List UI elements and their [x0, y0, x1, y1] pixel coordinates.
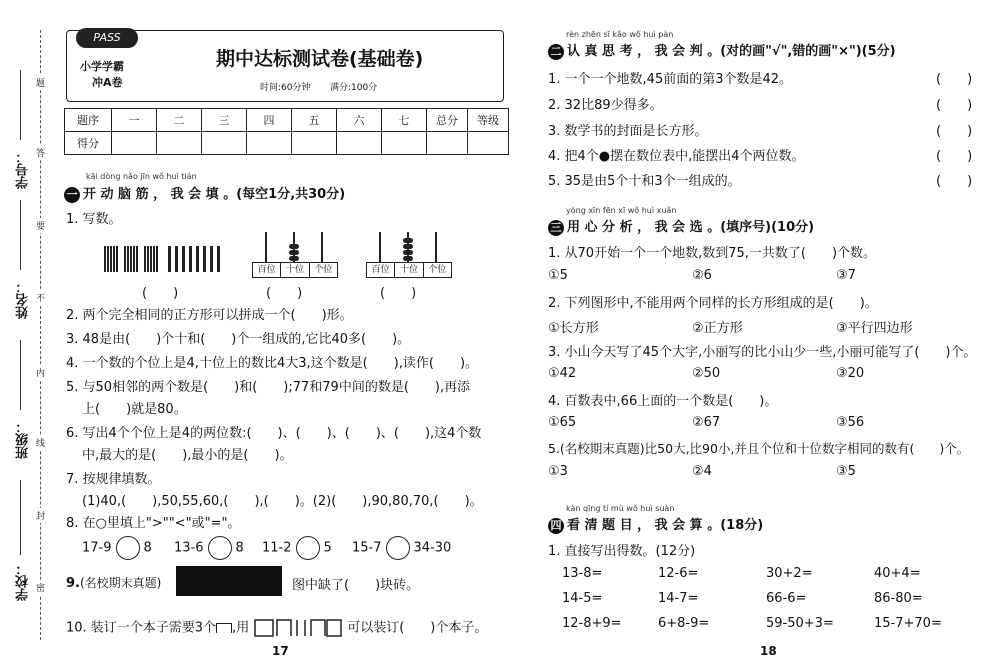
question-6-cont: 中,最大的是( ),最小的是( )。	[82, 448, 293, 463]
judge-blank[interactable]: ( )	[936, 149, 973, 164]
choice-option[interactable]: ③56	[836, 415, 865, 430]
place-label-ones: 个位	[314, 265, 333, 275]
table-cell: 得分	[65, 132, 112, 155]
abacus-rod	[321, 232, 323, 262]
compare-circle[interactable]	[386, 536, 410, 560]
judge-item: 3. 数学书的封面是长方形。	[548, 124, 708, 139]
choice-option[interactable]: ②4	[692, 464, 712, 479]
judge-blank[interactable]: ( )	[936, 124, 973, 139]
place-label-tens: 十位	[395, 263, 423, 277]
table-cell: 三	[202, 109, 247, 132]
question-7-sequence: (1)40,( ),50,55,60,( ),( )。(2)( ),90,80,70,( )。	[82, 494, 483, 509]
choice-question: 5.(名校期末真题)比50大,比90小,并且个位和十位数字相同的数有( )个。	[548, 441, 970, 456]
abacus-rod	[265, 232, 267, 262]
stick	[168, 246, 171, 272]
compare-item	[82, 536, 152, 560]
answer-blank[interactable]: ( )	[266, 286, 303, 301]
judge-item: 2. 32比89少得多。	[548, 98, 663, 113]
section1-heading	[64, 183, 345, 203]
question-3: 3. 48是由( )个十和( )个一组成的,它比40多( )。	[66, 332, 411, 347]
seal-char: 题	[36, 75, 45, 90]
choice-option[interactable]: ②50	[692, 366, 721, 381]
score-cell[interactable]	[202, 132, 247, 155]
score-table-score-row	[65, 132, 509, 155]
page-number-right: 18	[760, 644, 777, 658]
binding-margin	[0, 0, 58, 671]
section1-number: 一	[64, 187, 80, 203]
question-5: 5. 与50相邻的两个数是( )和( );77和79中间的数是( ),再添	[66, 380, 471, 395]
abacus-bead	[403, 238, 413, 243]
compare-left: 11-2	[262, 540, 292, 556]
section1-title: 开 动 脑 筋 ， 我 会 填 。(每空1分,共30分)	[83, 187, 346, 202]
answer-blank[interactable]: ( )	[142, 286, 179, 301]
calc-item[interactable]: 15-7+70=	[874, 616, 942, 631]
abacus-bead	[289, 250, 299, 255]
choice-question: 4. 百数表中,66上面的一个数是( )。	[548, 394, 778, 409]
place-label-hundreds: 百位	[367, 263, 395, 277]
table-cell: 总分	[427, 109, 468, 132]
abacus-bead	[403, 244, 413, 249]
calc-question-1: 1. 直接写出得数。(12分)	[548, 544, 696, 559]
calc-item[interactable]: 12-6=	[658, 566, 699, 581]
choice-question: 1. 从70开始一个一个地数,数到75,一共数了( )个数。	[548, 246, 877, 261]
brick-wall-image	[176, 566, 282, 596]
calc-item[interactable]: 40+4=	[874, 566, 921, 581]
choice-question: 2. 下列图形中,不能用两个同样的长方形组成的是( )。	[548, 296, 878, 311]
binding-dashed-line	[40, 30, 41, 640]
stick	[217, 246, 220, 272]
stick	[182, 246, 185, 272]
choice-option[interactable]: ③7	[836, 268, 856, 283]
question-10	[66, 616, 487, 640]
staple-icon	[216, 623, 232, 633]
table-cell: 二	[157, 109, 202, 132]
abacus-bead	[403, 256, 413, 261]
judge-blank[interactable]: ( )	[936, 72, 973, 87]
score-cell[interactable]	[382, 132, 427, 155]
calc-item[interactable]: 14-5=	[562, 591, 603, 606]
choice-option[interactable]: ①3	[548, 464, 568, 479]
question-5-cont: 上( )就是80。	[82, 402, 187, 417]
label-student-id: 学号：	[16, 150, 31, 189]
abacus-bead	[403, 250, 413, 255]
seal-char: 封	[36, 508, 45, 523]
compare-circle[interactable]	[208, 536, 232, 560]
calc-item[interactable]: 66-6=	[766, 591, 807, 606]
choice-question: 3. 小山今天写了45个大字,小丽写的比小山少一些,小丽可能写了( )个。	[548, 345, 977, 360]
exam-time: 时间:60分钟	[260, 83, 311, 93]
choice-option[interactable]: ①5	[548, 268, 568, 283]
fill-line	[20, 480, 21, 555]
stick-bundle	[144, 246, 158, 272]
section2-number: 二	[548, 44, 564, 60]
score-cell[interactable]	[337, 132, 382, 155]
section3-number: 三	[548, 220, 564, 236]
compare-item	[352, 536, 451, 560]
section2-title: 认 真 思 考 ， 我 会 判 。(对的画"√",错的画"×")(5分)	[567, 44, 896, 59]
stick	[203, 246, 206, 272]
score-cell[interactable]	[157, 132, 202, 155]
question-9-tag: (名校期末真题)	[79, 576, 162, 590]
calc-item[interactable]: 86-80=	[874, 591, 923, 606]
brand-subname: 冲A卷	[92, 76, 123, 89]
staples-image	[253, 616, 343, 640]
table-cell: 六	[337, 109, 382, 132]
stick	[210, 246, 213, 272]
page-number-left: 17	[272, 644, 289, 658]
choice-option[interactable]: ①65	[548, 415, 577, 430]
compare-circle[interactable]	[116, 536, 140, 560]
abacus-image	[366, 232, 452, 278]
seal-char: 不	[36, 290, 45, 305]
table-cell: 五	[292, 109, 337, 132]
choice-option[interactable]: ①长方形	[548, 321, 599, 336]
question-10-text: 10. 装订一个本子需要3个	[66, 620, 217, 636]
compare-right: 5	[323, 540, 332, 556]
choice-option[interactable]: ③5	[836, 464, 856, 479]
table-cell: 一	[112, 109, 157, 132]
judge-blank[interactable]: ( )	[936, 174, 973, 189]
calc-item[interactable]: 59-50+3=	[766, 616, 834, 631]
abacus-bead	[289, 256, 299, 261]
section3-title: 用 心 分 析 ， 我 会 选 。(填序号)(10分)	[567, 220, 815, 235]
compare-left: 13-6	[174, 540, 204, 556]
section1-pinyin: kāi dòng nǎo jīn wǒ huì tián	[86, 172, 197, 181]
judge-item: 4. 把4个●摆在数位表中,能摆出4个两位数。	[548, 149, 805, 164]
fill-line	[20, 340, 21, 410]
compare-left: 17-9	[82, 540, 112, 556]
score-table	[64, 108, 509, 155]
compare-left: 15-7	[352, 540, 382, 556]
section4-heading	[548, 514, 763, 534]
fill-line	[20, 200, 21, 270]
seal-char: 密	[36, 580, 45, 595]
choice-option[interactable]: ①42	[548, 366, 577, 381]
compare-item	[262, 536, 332, 560]
question-4: 4. 一个数的个位上是4,十位上的数比4大3,这个数是( ),读作( )。	[66, 356, 479, 371]
exam-full-score: 满分:100分	[330, 83, 378, 93]
calc-item[interactable]: 12-8+9=	[562, 616, 622, 631]
score-cell[interactable]	[112, 132, 157, 155]
place-label-hundreds: 百位	[253, 263, 281, 277]
section4-pinyin: kàn qīng tí mù wǒ huì suàn	[566, 504, 675, 513]
choice-option[interactable]: ③20	[836, 366, 865, 381]
seal-char: 内	[36, 365, 45, 380]
stick	[189, 246, 192, 272]
score-cell[interactable]	[292, 132, 337, 155]
question-6: 6. 写出4个个位上是4的两位数:( )、( )、( )、( ),这4个数	[66, 426, 482, 441]
score-cell[interactable]	[247, 132, 292, 155]
table-cell: 四	[247, 109, 292, 132]
brand-name: 小学学霸	[80, 60, 124, 73]
abacus-image	[252, 232, 338, 278]
fill-line	[20, 70, 21, 140]
choice-option[interactable]: ②6	[692, 268, 712, 283]
seal-char: 答	[36, 145, 45, 160]
seal-char: 要	[36, 218, 45, 233]
question-10-text: ,用	[232, 620, 250, 636]
answer-blank[interactable]: ( )	[380, 286, 417, 301]
section3-pinyin: yòng xīn fēn xī wǒ huì xuǎn	[566, 206, 677, 215]
calc-item[interactable]: 13-8=	[562, 566, 603, 581]
score-cell[interactable]	[468, 132, 509, 155]
place-value-labels	[366, 262, 452, 278]
choice-option[interactable]: ②67	[692, 415, 721, 430]
seal-char: 线	[36, 435, 45, 450]
score-cell[interactable]	[427, 132, 468, 155]
question-9-text: 图中缺了( )块砖。	[292, 578, 420, 593]
stick	[175, 246, 178, 272]
score-table-header-row	[65, 109, 509, 132]
compare-right: 8	[235, 540, 244, 556]
judge-item: 1. 一个一个地数,45前面的第3个数是42。	[548, 72, 793, 87]
abacus-bead	[289, 244, 299, 249]
abacus-rod	[435, 232, 437, 262]
judge-blank[interactable]: ( )	[936, 98, 973, 113]
section3-heading	[548, 216, 814, 236]
label-school: 学校：	[16, 562, 31, 601]
section2-heading	[548, 40, 896, 60]
judge-item: 5. 35是由5个十和3个一组成的。	[548, 174, 741, 189]
choice-option[interactable]: ③平行四边形	[836, 321, 913, 336]
label-name: 姓名：	[16, 280, 31, 319]
brand-logo: PASS	[76, 28, 138, 48]
stick-bundle	[124, 246, 138, 272]
compare-right: 8	[143, 540, 152, 556]
place-value-labels	[252, 262, 338, 278]
compare-circle[interactable]	[296, 536, 320, 560]
question-7: 7. 按规律填数。	[66, 472, 161, 487]
counting-sticks-image	[104, 246, 224, 274]
calc-item[interactable]: 14-7=	[658, 591, 699, 606]
section4-number: 四	[548, 518, 564, 534]
question-9	[66, 574, 161, 591]
stick	[196, 246, 199, 272]
question-2: 2. 两个完全相同的正方形可以拼成一个( )形。	[66, 308, 353, 323]
label-class: 班级：	[16, 420, 31, 459]
table-cell: 等级	[468, 109, 509, 132]
question-8: 8. 在○里填上">""<"或"="。	[66, 516, 241, 531]
abacus-rod	[379, 232, 381, 262]
exam-title: 期中达标测试卷(基础卷)	[216, 48, 424, 70]
section2-pinyin: rèn zhēn sī kǎo wǒ huì pàn	[566, 30, 674, 39]
question-9-number: 9.	[66, 576, 80, 591]
stick-bundle	[104, 246, 118, 272]
table-cell: 题序	[65, 109, 112, 132]
compare-right: 34-30	[413, 540, 452, 556]
table-cell: 七	[382, 109, 427, 132]
choice-option[interactable]: ②正方形	[692, 321, 743, 336]
section4-title: 看 清 题 目 ， 我 会 算 。(18分)	[567, 518, 764, 533]
compare-item	[174, 536, 244, 560]
calc-item[interactable]: 30+2=	[766, 566, 813, 581]
place-label-ones: 个位	[428, 265, 447, 275]
calc-item[interactable]: 6+8-9=	[658, 616, 710, 631]
question-10-text: 可以装订( )个本子。	[347, 620, 488, 636]
question-1: 1. 写数。	[66, 212, 122, 227]
place-label-tens: 十位	[281, 263, 309, 277]
